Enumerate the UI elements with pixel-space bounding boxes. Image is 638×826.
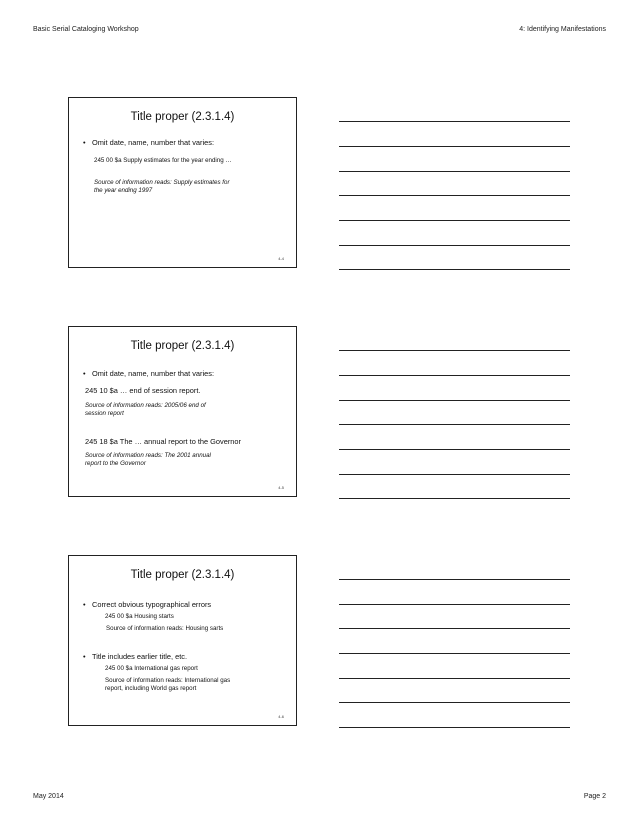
slide-number: 4-4 [278,256,284,261]
bullet-icon: • [83,369,86,378]
footer-page-number: Page 2 [583,793,606,800]
slide-title: Title proper (2.3.1.4) [130,569,235,581]
note-line [339,702,570,703]
note-line [339,195,570,196]
note-line [339,350,570,351]
slide-4-4 [68,97,297,268]
note-line [339,424,570,425]
note-line [339,727,570,728]
note-line [339,269,570,270]
note-line [339,400,570,401]
note-line [339,604,570,605]
source-note: Source of information reads: 2005/06 end of session report [85,402,206,418]
header-workshop-title: Basic Serial Cataloging Workshop [33,26,139,33]
note-line [339,653,570,654]
source-note: Source of information reads: The 2001 annual report to the Governor [85,452,211,468]
bullet-icon: • [83,138,86,147]
note-line [339,449,570,450]
bullet-icon: • [83,600,86,609]
bullet-item: • Title includes earlier title, etc. [83,652,188,661]
footer-date: May 2014 [33,793,64,800]
note-line [339,628,570,629]
marc-example: 245 00 $a Housing starts [105,613,174,620]
marc-example: 245 10 $a … end of session report. [85,386,201,395]
note-line [339,146,570,147]
bullet-item: • Correct obvious typographical errors [83,600,212,609]
header-module-title: 4: Identifying Manifestations [519,26,606,33]
bullet-icon: • [83,652,86,661]
marc-example: 245 18 $a The … annual report to the Governor [85,437,241,446]
note-line [339,375,570,376]
source-note: Source of information reads: Supply estimates for the year ending 1997 [94,179,230,195]
bullet-item: • Omit date, name, number that varies: [83,138,214,147]
source-note: Source of information reads: Housing sarts [106,625,224,632]
slide-4-5 [68,326,297,497]
note-line [339,678,570,679]
slide-number: 4-5 [278,485,284,490]
note-line [339,579,570,580]
note-line [339,245,570,246]
source-note: Source of information reads: International gas report, including World gas report [105,677,231,693]
slide-title: Title proper (2.3.1.4) [130,340,235,352]
marc-example: 245 00 $a International gas report [105,665,198,672]
note-line [339,498,570,499]
note-line [339,474,570,475]
note-line [339,171,570,172]
bullet-item: • Omit date, name, number that varies: [83,369,214,378]
note-line [339,220,570,221]
marc-example: 245 00 $a Supply estimates for the year ending … [94,157,232,164]
slide-number: 4-6 [278,714,284,719]
slide-title: Title proper (2.3.1.4) [130,111,235,123]
note-line [339,121,570,122]
slide-4-6 [68,555,297,726]
